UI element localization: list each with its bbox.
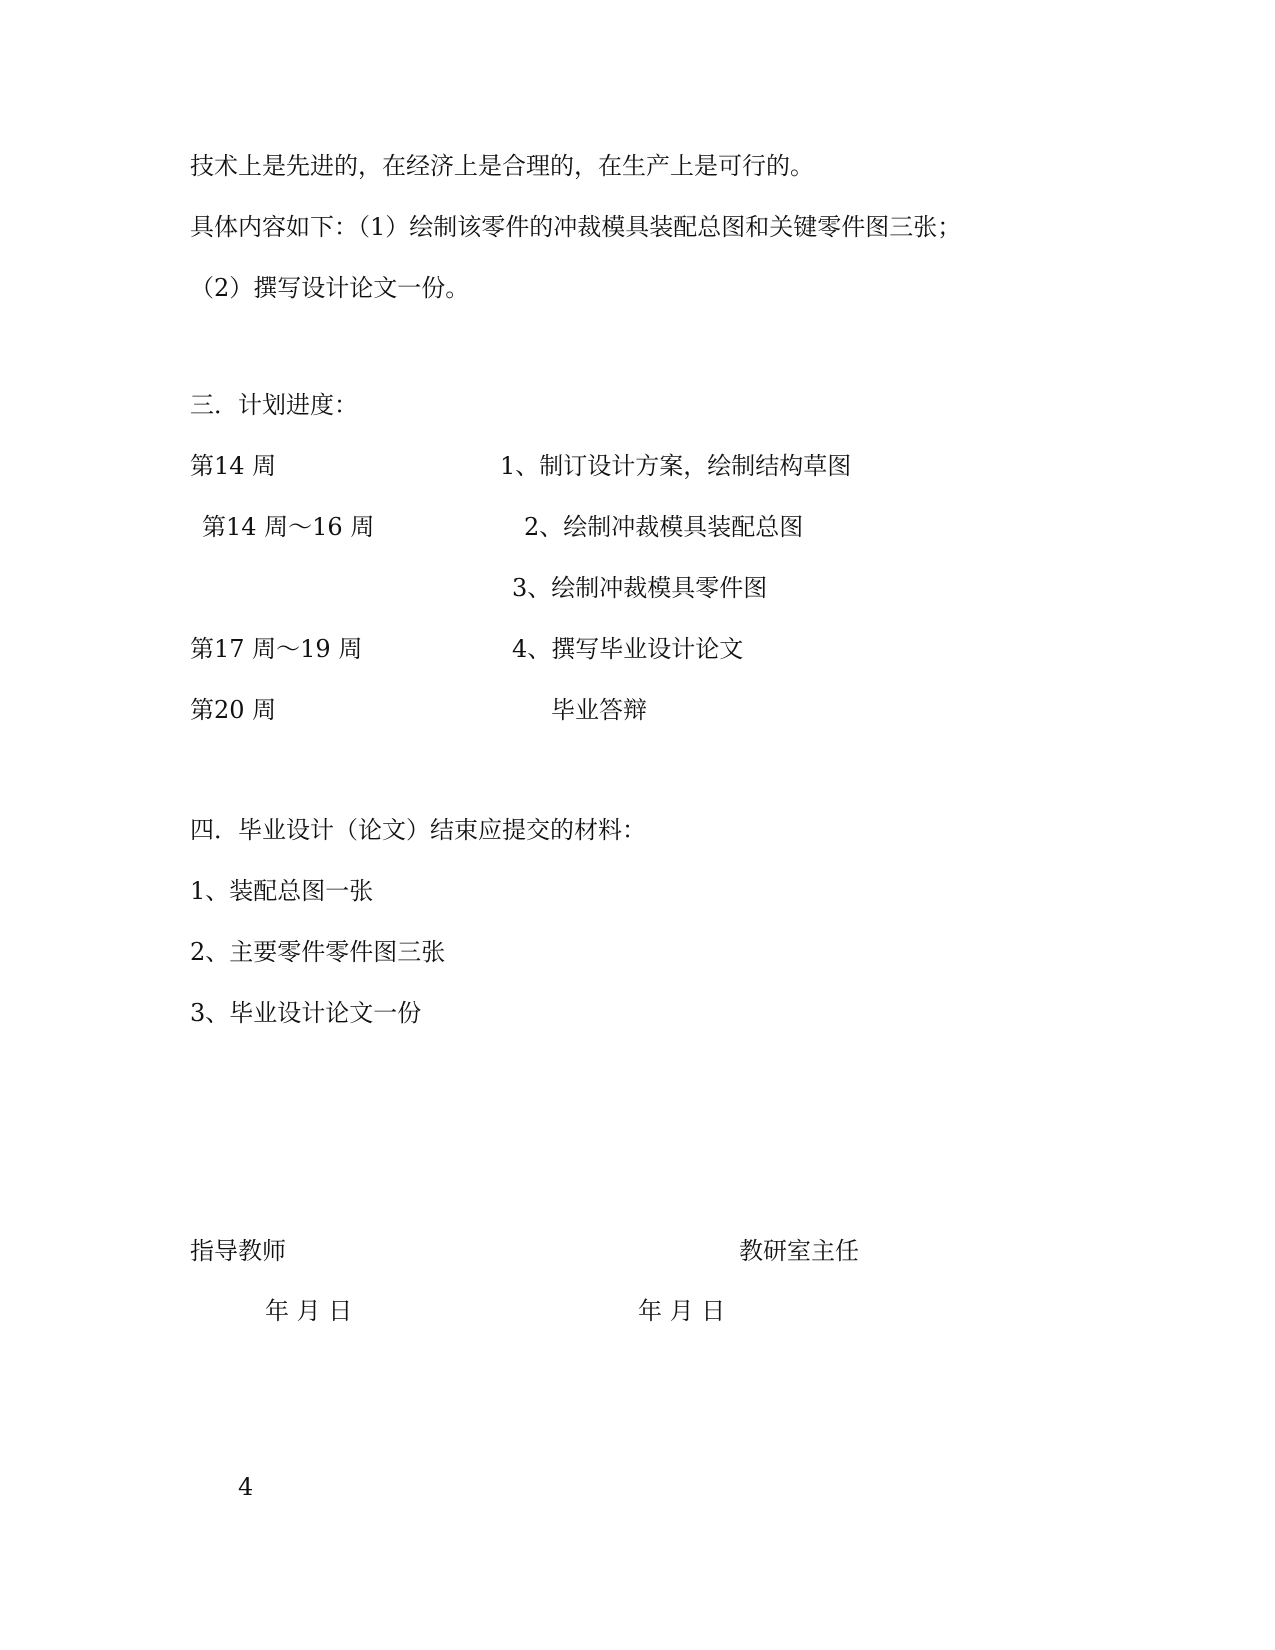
materials-item: 1、装配总图一张 [190, 877, 374, 905]
schedule-week: 第17 周～19 周 [190, 635, 363, 663]
intro-line-3: （2）撰写设计论文一份。 [190, 274, 470, 302]
materials-item: 2、主要零件零件图三张 [190, 938, 446, 966]
intro-line-1: 技术上是先进的，在经济上是合理的，在生产上是可行的。 [190, 152, 814, 180]
schedule-week: 第14 周 [190, 452, 277, 480]
schedule-task: 3、绘制冲裁模具零件图 [512, 574, 768, 602]
advisor-date: 年 月 日 [265, 1297, 353, 1325]
schedule-week: 第20 周 [190, 696, 277, 724]
schedule-task: 1、制订设计方案，绘制结构草图 [500, 452, 852, 480]
schedule-task: 毕业答辩 [551, 696, 647, 724]
advisor-label: 指导教师 [190, 1237, 286, 1265]
schedule-heading: 三．计划进度： [190, 391, 358, 419]
director-date: 年 月 日 [638, 1297, 726, 1325]
schedule-task: 4、撰写毕业设计论文 [512, 635, 744, 663]
intro-line-2: 具体内容如下：（1）绘制该零件的冲裁模具装配总图和关键零件图三张； [190, 213, 962, 241]
materials-heading: 四．毕业设计（论文）结束应提交的材料： [190, 816, 646, 844]
schedule-week: 第14 周～16 周 [202, 513, 375, 541]
page-number: 4 [238, 1473, 254, 1501]
schedule-task: 2、绘制冲裁模具装配总图 [524, 513, 804, 541]
materials-item: 3、毕业设计论文一份 [190, 999, 422, 1027]
director-label: 教研室主任 [739, 1237, 859, 1265]
